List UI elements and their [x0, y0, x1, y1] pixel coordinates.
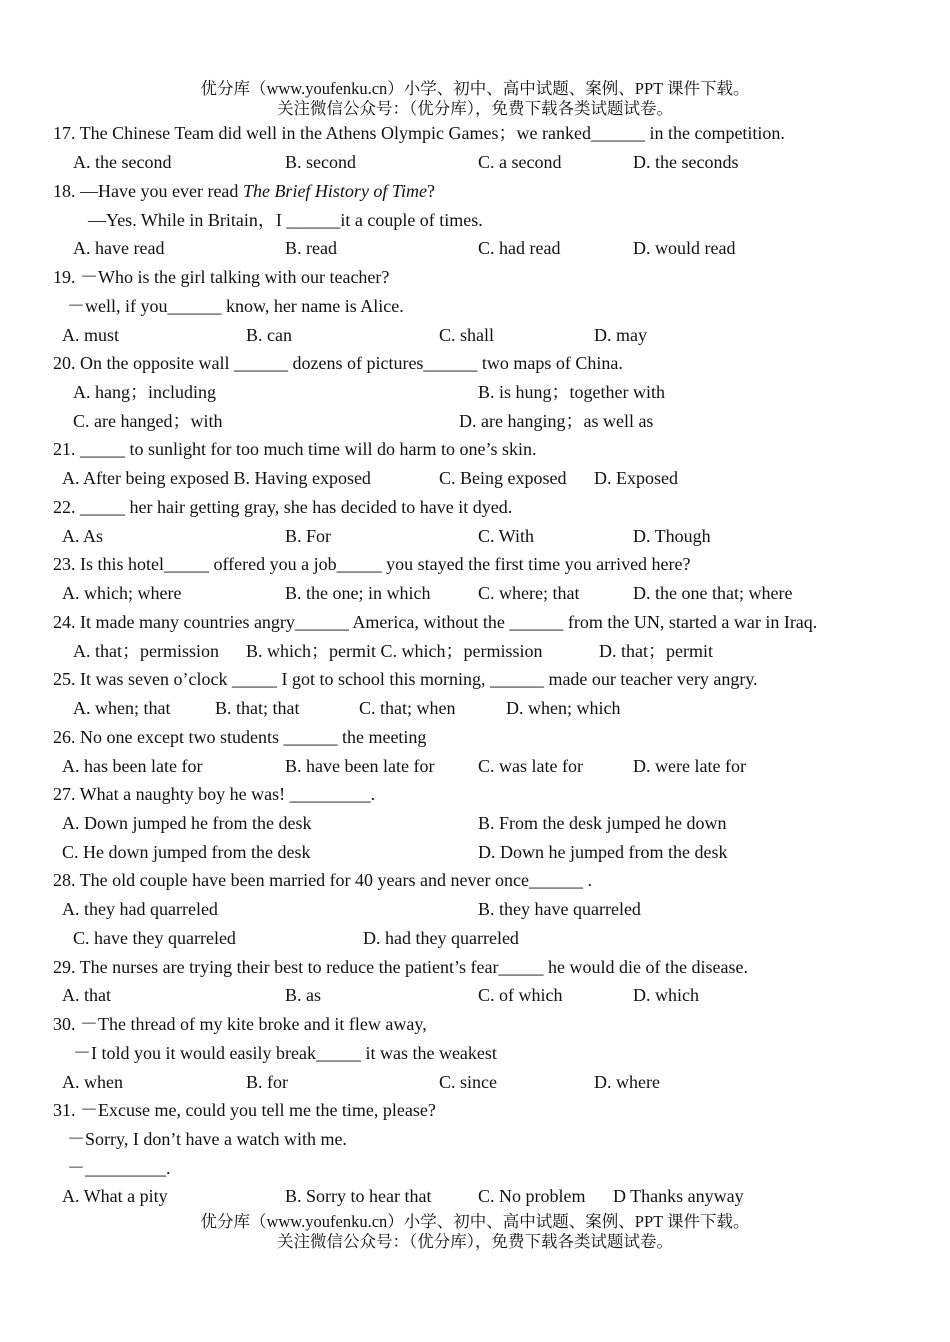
question-27-option-d: D. Down he jumped from the desk	[478, 842, 728, 862]
question-21-option-d: D. Exposed	[594, 468, 678, 488]
question-19-option-c: C. shall	[439, 325, 495, 345]
question-28-option-d: D. had they quarreled	[363, 928, 519, 948]
header-line-1: 优分库（www.youfenku.cn）小学、初中、高中试题、案例、PPT 课件下载。	[200, 79, 750, 98]
question-25-stem: 25. It was seven o’clock _____ I got to school this morning, ______ made our teacher very angry.	[53, 669, 758, 689]
question-18-option-a: A. have read	[73, 238, 165, 258]
question-27-option-b: B. From the desk jumped he down	[478, 813, 727, 833]
question-20-stem: 20. On the opposite wall ______ dozens of pictures______ two maps of China.	[53, 353, 623, 373]
question-18-stem	[53, 180, 435, 202]
question-31-option-a: A. What a pity	[62, 1186, 168, 1206]
question-27-stem: 27. What a naughty boy he was! _________.	[53, 784, 376, 804]
question-20-option-b: B. is hung；together with	[478, 382, 665, 402]
question-31-stem: 31. －Excuse me, could you tell me the time, please?	[53, 1100, 436, 1120]
question-31-option-c: C. No problem	[478, 1186, 586, 1206]
question-18-stem-pre: 18. —Have you ever read	[53, 181, 243, 201]
question-18-stem-post: ?	[426, 181, 435, 201]
question-25-option-a: A. when; that	[73, 698, 171, 718]
question-17-stem: 17. The Chinese Team did well in the Athens Olympic Games；we ranked______ in the competition.	[53, 123, 785, 143]
question-21-option-c: C. Being exposed	[439, 468, 567, 488]
question-22-option-d: D. Though	[633, 526, 711, 546]
question-30-option-b: B. for	[246, 1072, 288, 1092]
question-30-option-c: C. since	[439, 1072, 497, 1092]
question-18-dialog-line: —Yes. While in Britain，I ______it a couple of times.	[88, 210, 483, 230]
question-17-option-a: A. the second	[73, 152, 172, 172]
question-21-stem: 21. _____ to sunlight for too much time will do harm to one’s skin.	[53, 439, 537, 459]
question-26-option-a: A. has been late for	[62, 756, 203, 776]
question-21-option-ab: A. After being exposed B. Having exposed	[62, 468, 371, 488]
question-27-option-a: A. Down jumped he from the desk	[62, 813, 312, 833]
question-19-option-d: D. may	[594, 325, 647, 345]
question-23-option-b: B. the one; in which	[285, 583, 431, 603]
question-18-option-c: C. had read	[478, 238, 561, 258]
question-30-option-d: D. where	[594, 1072, 660, 1092]
footer-line-2: 关注微信公众号：（优分库），免费下载各类试题试卷。	[277, 1232, 673, 1251]
question-24-option-d: D. that；permit	[599, 641, 713, 661]
question-26-option-c: C. was late for	[478, 756, 583, 776]
question-18-book-title: The Brief History of Time	[242, 181, 427, 201]
question-19-option-a: A. must	[62, 325, 120, 345]
question-22-stem: 22. _____ her hair getting gray, she has decided to have it dyed.	[53, 497, 513, 517]
question-29-option-d: D. which	[633, 985, 699, 1005]
question-23-option-a: A. which; where	[62, 583, 182, 603]
header-line-2: 关注微信公众号：（优分库），免费下载各类试题试卷。	[277, 99, 673, 118]
question-18-option-b: B. read	[285, 238, 337, 258]
question-29-option-b: B. as	[285, 985, 321, 1005]
question-25-option-b: B. that; that	[215, 698, 300, 718]
footer-line-1: 优分库（www.youfenku.cn）小学、初中、高中试题、案例、PPT 课件下载。	[200, 1212, 750, 1231]
question-28-stem: 28. The old couple have been married for 40 years and never once______ .	[53, 870, 592, 890]
question-26-option-b: B. have been late for	[285, 756, 435, 776]
question-17-option-d: D. the seconds	[633, 152, 739, 172]
question-22-option-a: A. As	[62, 526, 104, 546]
question-24-option-a: A. that；permission	[73, 641, 219, 661]
question-24-option-bc: B. which；permit C. which；permission	[246, 641, 543, 661]
question-31-option-b: B. Sorry to hear that	[285, 1186, 432, 1206]
question-23-option-c: C. where; that	[478, 583, 580, 603]
page-footer	[0, 1212, 950, 1252]
question-22-option-b: B. For	[285, 526, 332, 546]
question-31-dialog-line-1: －Sorry, I don’t have a watch with me.	[67, 1129, 347, 1149]
question-19-option-b: B. can	[246, 325, 292, 345]
question-20-option-d: D. are hanging；as well as	[459, 411, 654, 431]
question-26-option-d: D. were late for	[633, 756, 746, 776]
question-28-option-b: B. they have quarreled	[478, 899, 641, 919]
question-28-option-c: C. have they quarreled	[73, 928, 236, 948]
question-29-stem: 29. The nurses are trying their best to reduce the patient’s fear_____ he would die of the disease.	[53, 957, 748, 977]
question-31-dialog-line-2: －_________.	[67, 1158, 171, 1178]
question-31-option-d: D Thanks anyway	[613, 1186, 744, 1206]
question-17-option-c: C. a second	[478, 152, 562, 172]
question-22-option-c: C. With	[478, 526, 534, 546]
question-29-option-c: C. of which	[478, 985, 563, 1005]
question-23-stem: 23. Is this hotel_____ offered you a job_____ you stayed the first time you arrived here?	[53, 554, 691, 574]
question-27-option-c: C. He down jumped from the desk	[62, 842, 311, 862]
question-28-option-a: A. they had quarreled	[62, 899, 218, 919]
question-26-stem: 26. No one except two students ______ the meeting	[53, 727, 427, 747]
question-30-option-a: A. when	[62, 1072, 123, 1092]
question-19-dialog-line: －well, if you______ know, her name is Alice.	[67, 296, 404, 316]
page-header	[0, 79, 950, 119]
question-20-option-c: C. are hanged；with	[73, 411, 223, 431]
question-25-option-d: D. when; which	[506, 698, 621, 718]
question-23-option-d: D. the one that; where	[633, 583, 793, 603]
question-19-stem: 19. －Who is the girl talking with our teacher?	[53, 267, 390, 287]
question-30-dialog-line: －I told you it would easily break_____ it was the weakest	[73, 1043, 497, 1063]
question-25-option-c: C. that; when	[359, 698, 456, 718]
question-29-option-a: A. that	[62, 985, 111, 1005]
question-20-option-a: A. hang；including	[73, 382, 216, 402]
question-17-option-b: B. second	[285, 152, 356, 172]
question-30-stem: 30. －The thread of my kite broke and it flew away,	[53, 1014, 427, 1034]
question-24-stem: 24. It made many countries angry______ America, without the ______ from the UN, started a war in Iraq.	[53, 612, 818, 632]
question-18-option-d: D. would read	[633, 238, 736, 258]
